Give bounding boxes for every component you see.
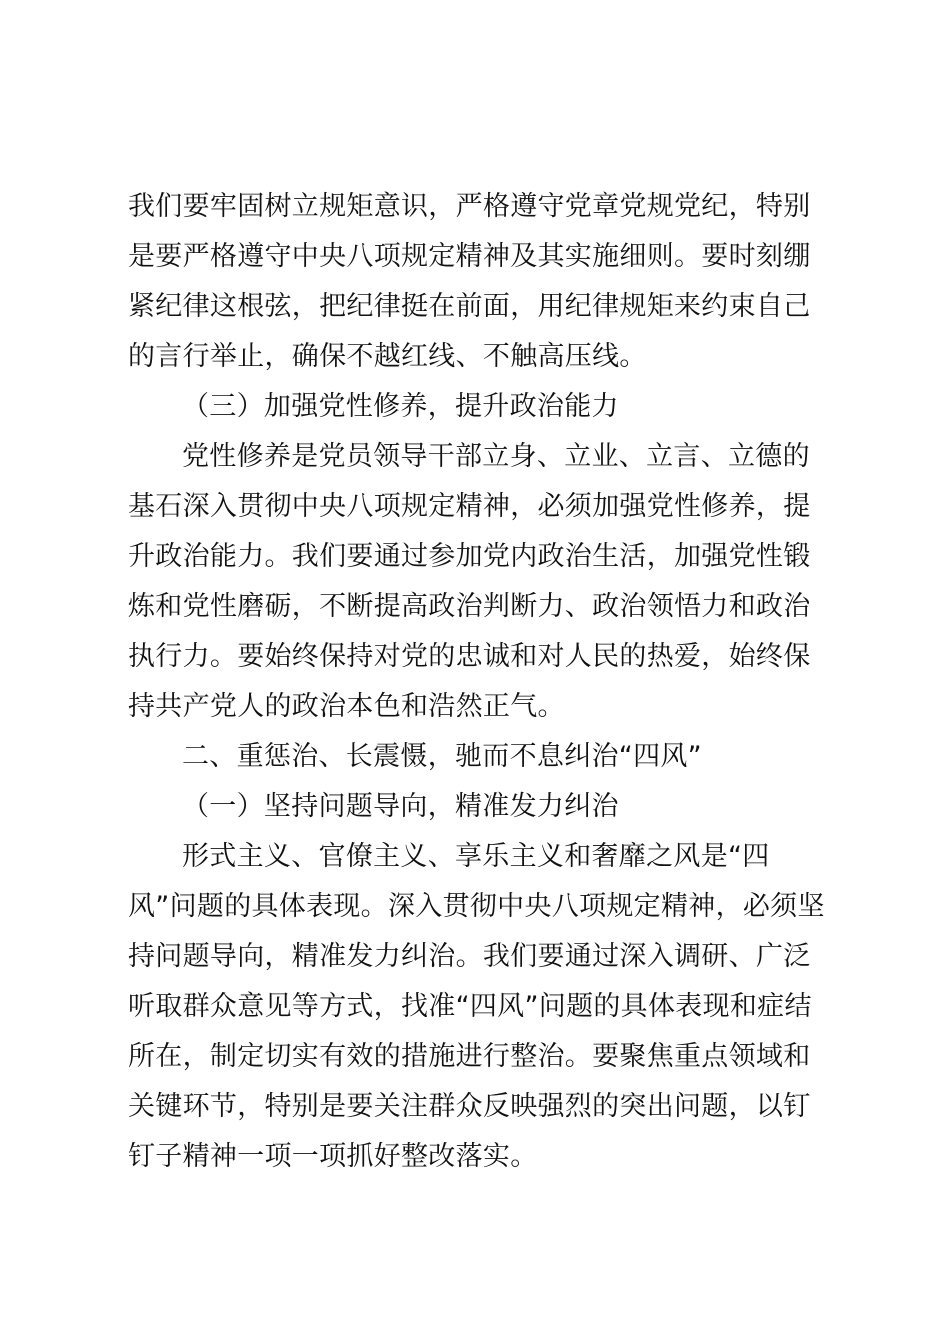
paragraph-party-spirit: 党性修养是党员领导干部立身、立业、立言、立德的基石深入贯彻中央八项规定精神，必须加强党性修养，提升政治能力。我们要通过参加党内政治生活，加强党性锻炼和党性磨砺，不断提高政治判断力、政治领悟力和政治执行力。要始终保持对党的忠诚和对人民的热爱，始终保持共产党人的政治本色和浩然正气。 bbox=[128, 441, 811, 722]
paragraph-four-winds: 形式主义、官僚主义、享乐主义和奢靡之风是“四风”问题的具体表现。深入贯彻中央八项规定精神，必须坚持问题导向，精准发力纠治。我们要通过深入调研、广泛听取群众意见等方式，找准“四风”问题的具体表现和症结所在，制定切实有效的措施进行整治。要聚焦重点领域和关键环节，特别是要关注群众反映强烈的突出问题，以钉钉子精神一项一项抓好整改落实。 bbox=[128, 841, 825, 1172]
document-body bbox=[128, 182, 833, 1182]
heading-party-spirit: （三）加强党性修养，提升政治能力 bbox=[182, 391, 619, 422]
paragraph-rules-awareness: 我们要牢固树立规矩意识，严格遵守党章党规党纪，特别是要严格遵守中央八项规定精神及其实施细则。要时刻绷紧纪律这根弦，把纪律挺在前面，用纪律规矩来约束自己的言行举止，确保不越红线、不触高压线。 bbox=[128, 191, 811, 372]
heading-problem-oriented: （一）坚持问题导向，精准发力纠治 bbox=[182, 791, 619, 822]
heading-section-two: 二、重惩治、长震慑，驰而不息纠治“四风” bbox=[182, 741, 702, 772]
